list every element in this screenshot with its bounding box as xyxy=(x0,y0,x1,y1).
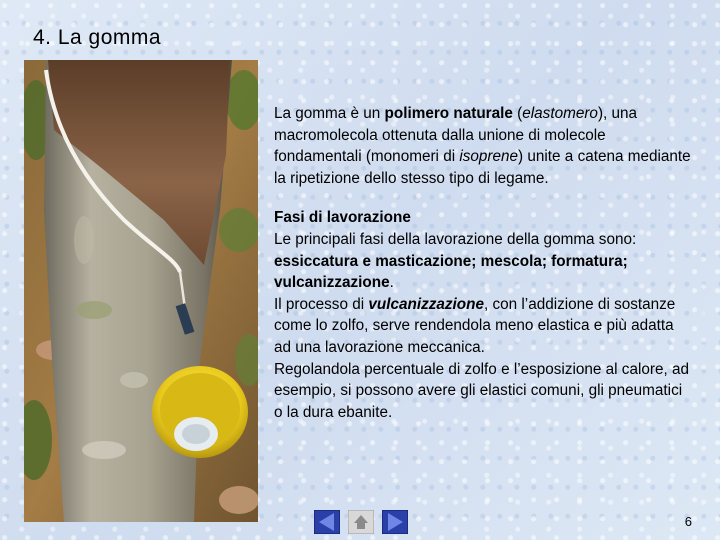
text-run: . xyxy=(389,274,394,292)
next-slide-button[interactable] xyxy=(382,510,408,534)
slide-title: 4. La gomma xyxy=(33,26,162,49)
content-text xyxy=(274,103,694,423)
home-button[interactable] xyxy=(348,510,374,534)
text-run: ( xyxy=(512,105,523,122)
text-run: Le principali fasi della lavorazione della gomma sono: xyxy=(274,230,637,248)
next-arrow-icon xyxy=(382,510,408,534)
text-run: Il processo di xyxy=(274,295,369,313)
text-run: Regolandola percentuale di zolfo e l’esposizione al calore, ad esempio, si possono avere gli elastici comuni, gli pneumatici o la dura ebanite. xyxy=(274,360,689,421)
prev-arrow-icon xyxy=(314,510,340,534)
italic-term: elastomero xyxy=(522,105,598,122)
text-run: La gomma è un xyxy=(274,105,385,122)
page-number: 6 xyxy=(684,514,692,529)
rubber-tree-photo xyxy=(24,60,258,522)
italic-term: isoprene xyxy=(459,148,519,166)
bold-term: polimero naturale xyxy=(384,105,513,122)
bold-term: essiccatura e masticazione; mescola; formatura; vulcanizzazione xyxy=(274,252,628,292)
section-heading: Fasi di lavorazione xyxy=(274,209,411,227)
intro-paragraph xyxy=(274,103,694,189)
bold-italic-term: vulcanizzazione xyxy=(368,295,484,313)
processing-paragraph xyxy=(274,207,694,423)
text-run: ), una macromolecola ottenuta dalla unione di molecole fondamentali (monomeri di xyxy=(274,105,638,166)
home-icon xyxy=(348,510,374,534)
prev-slide-button[interactable] xyxy=(314,510,340,534)
text-run: , con l’addizione di sostanze come lo zolfo, serve rendendola meno elastica e più adatta ad una lavorazione meccanica. xyxy=(274,295,676,356)
text-run: ) unite a catena mediante la ripetizione dello stesso tipo di legame. xyxy=(274,148,691,187)
slide-navigation xyxy=(0,510,720,534)
